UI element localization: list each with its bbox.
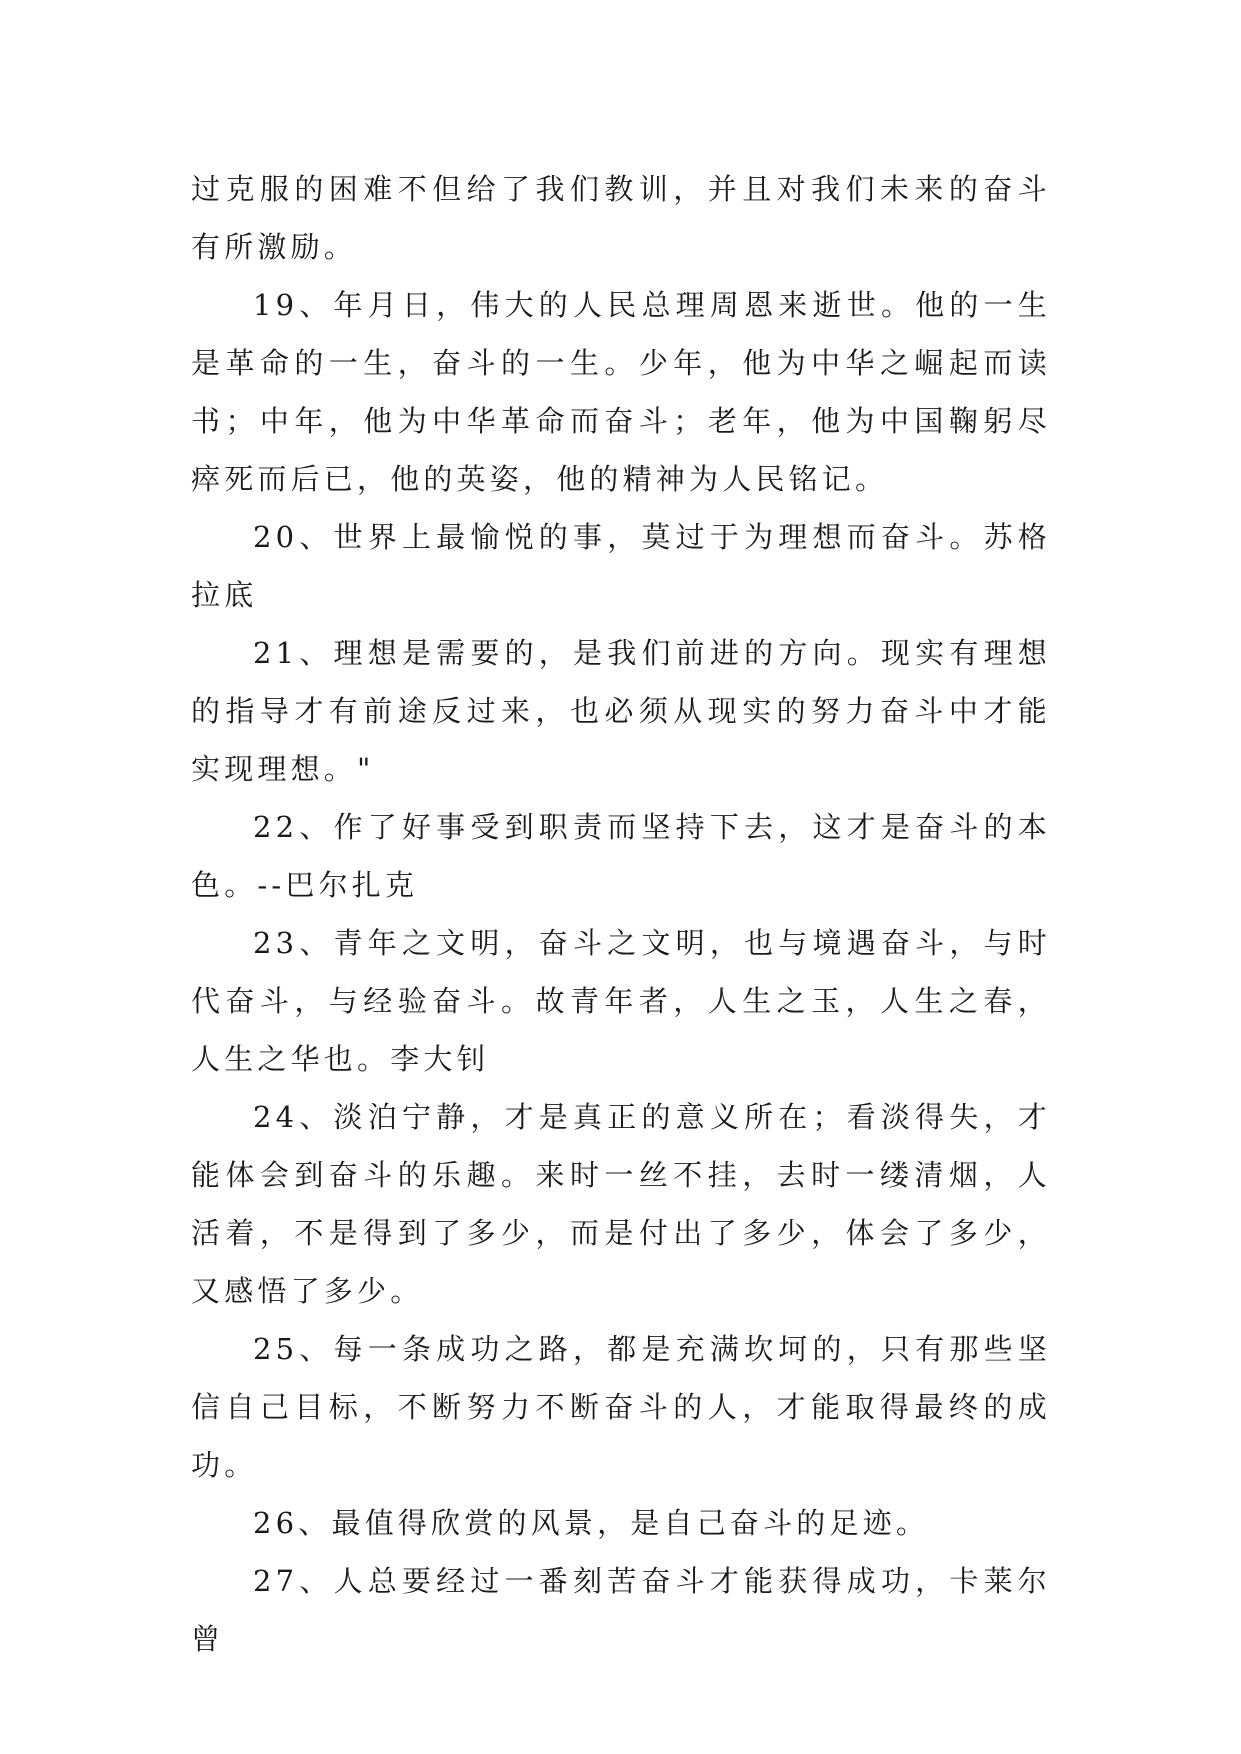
paragraph-21: 21、理想是需要的，是我们前进的方向。现实有理想的指导才有前途反过来，也必须从现实的努力奋斗中才能实现理想。" xyxy=(191,636,1051,786)
paragraph-24: 24、淡泊宁静，才是真正的意义所在；看淡得失，才能体会到奋斗的乐趣。来时一丝不挂，去时一缕清烟，人活着，不是得到了多少，而是付出了多少，体会了多少，又感悟了多少。 xyxy=(191,1100,1051,1308)
paragraph-20: 20、世界上最愉悦的事，莫过于为理想而奋斗。苏格拉底 xyxy=(191,520,1051,612)
paragraph-19: 19、年月日，伟大的人民总理周恩来逝世。他的一生是革命的一生，奋斗的一生。少年，他为中华之崛起而读书；中年，他为中华革命而奋斗；老年，他为中国鞠躬尽瘁死而后已，他的英姿，他的精神为人民铭记。 xyxy=(191,288,1051,496)
paragraph-continuation: 过克服的困难不但给了我们教训，并且对我们未来的奋斗有所激励。 xyxy=(191,172,1051,264)
paragraph-25: 25、每一条成功之路，都是充满坎坷的，只有那些坚信自己目标，不断努力不断奋斗的人，才能取得最终的成功。 xyxy=(191,1332,1051,1482)
paragraph-23: 23、青年之文明，奋斗之文明，也与境遇奋斗，与时代奋斗，与经验奋斗。故青年者，人生之玉，人生之春，人生之华也。李大钊 xyxy=(191,926,1051,1076)
paragraph-22: 22、作了好事受到职责而坚持下去，这才是奋斗的本色。--巴尔扎克 xyxy=(191,810,1051,902)
document-body xyxy=(191,160,1051,1668)
paragraph-27: 27、人总要经过一番刻苦奋斗才能获得成功，卡莱尔曾 xyxy=(191,1564,1051,1656)
paragraph-26: 26、最值得欣赏的风景，是自己奋斗的足迹。 xyxy=(253,1506,930,1540)
